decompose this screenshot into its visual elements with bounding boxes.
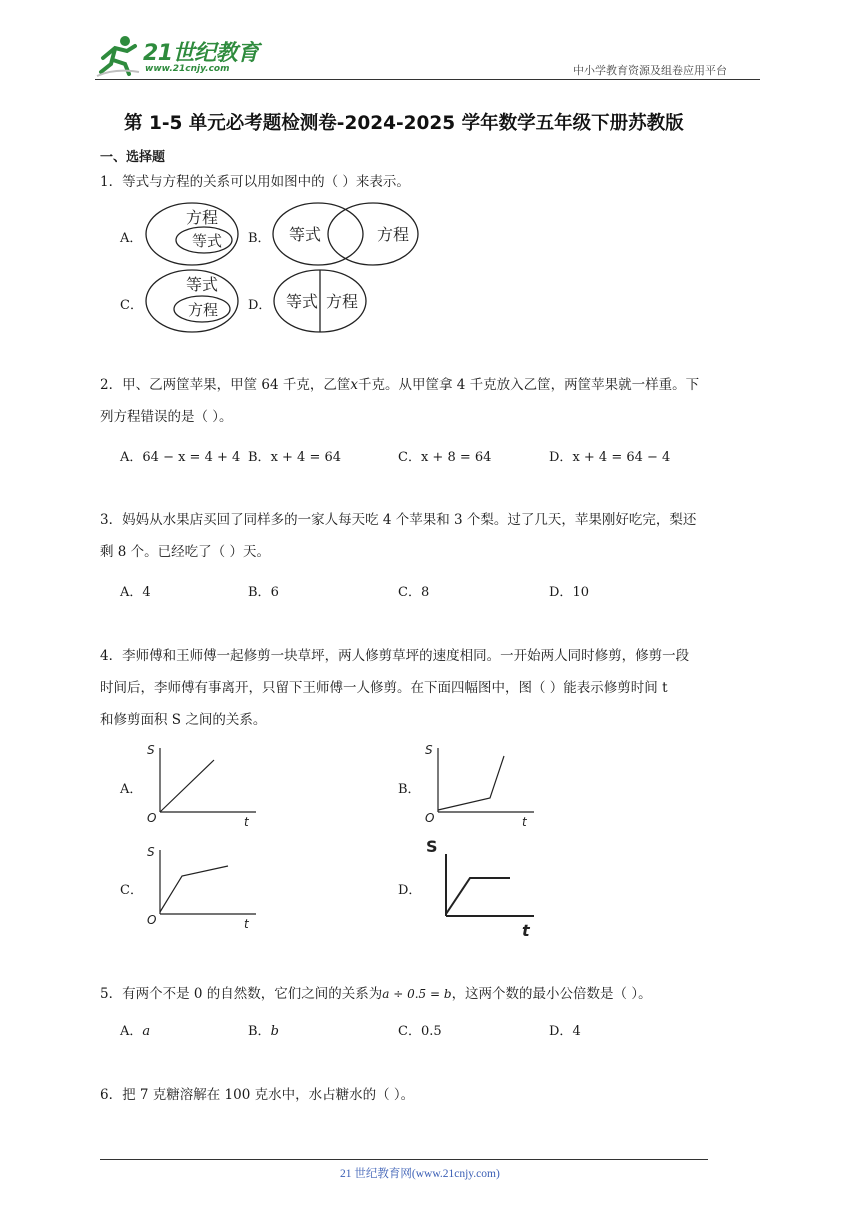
q3-option-d-letter: D． xyxy=(549,585,573,600)
header-divider xyxy=(95,79,760,80)
question-1: 1．等式与方程的关系可以用如图中的（ ）来表示。 xyxy=(100,174,410,190)
q3-option-d xyxy=(549,581,589,600)
q1-b-right-label: 方程 xyxy=(376,225,410,244)
q5-option-a-value: a xyxy=(142,1024,151,1039)
q2-option-d xyxy=(549,446,670,465)
q4-b-origin: O xyxy=(425,811,435,825)
q1-option-d-diagram xyxy=(272,268,372,334)
q3-option-c-value: 8 xyxy=(420,585,430,600)
q4-option-a-letter: A． xyxy=(120,782,143,797)
q1-option-d-letter: D． xyxy=(248,298,272,313)
q4-c-axis-s: S xyxy=(147,845,155,859)
runner-logo-icon xyxy=(95,34,141,78)
question-3-line1: 3．妈妈从水果店买回了同样多的一家人每天吃 4 个苹果和 3 个梨。过了几天，苹果刚好吃完，梨还 xyxy=(100,512,697,528)
logo-main-text: 21世纪教育 xyxy=(143,41,259,66)
q2-option-b xyxy=(248,446,341,465)
q4-c-origin: O xyxy=(147,913,157,927)
q4-d-axis-t: t xyxy=(522,921,530,938)
q1-option-a-letter: A． xyxy=(120,231,143,246)
question-6: 6．把 7 克糖溶解在 100 克水中，水占糖水的（ ）。 xyxy=(100,1087,415,1103)
q3-option-c xyxy=(398,581,429,600)
q5-expression: a ÷ 0.5 = b xyxy=(382,987,452,1001)
q4-c-axis-t: t xyxy=(244,917,249,931)
q2-option-c-letter: C． xyxy=(398,450,421,465)
q3-option-a-letter: A． xyxy=(120,585,143,600)
q4-a-axis-t: t xyxy=(244,815,249,829)
q2-text-b: 千克。从甲筐拿 4 千克放入乙筐，两筐苹果就一样重。下 xyxy=(357,377,700,393)
q2-option-d-expr: x + 4 = 64 − 4 xyxy=(572,450,671,465)
q3-option-c-letter: C． xyxy=(398,585,421,600)
q2-option-a-expr: 64 − x = 4 + 4 xyxy=(142,450,241,465)
page-title: 第 1-5 单元必考题检测卷-2024-2025 学年数学五年级下册苏教版 xyxy=(124,113,684,134)
q5-option-c-value: 0.5 xyxy=(420,1024,442,1039)
q4-graph-d xyxy=(422,834,542,938)
question-4-line1: 4．李师傅和王师傅一起修剪一块草坪，两人修剪草坪的速度相同。一开始两人同时修剪，修剪一段 xyxy=(100,648,690,664)
q3-option-d-value: 10 xyxy=(572,585,589,600)
question-4-line2: 时间后，李师傅有事离开，只留下王师傅一人修剪。在下面四幅图中，图（ ）能表示修剪时间 t xyxy=(100,680,668,696)
q4-graph-c xyxy=(144,842,264,932)
q5-option-c-letter: C． xyxy=(398,1024,421,1039)
q5-option-a xyxy=(120,1020,150,1039)
q2-option-a xyxy=(120,446,240,465)
question-3-line2: 剩 8 个。已经吃了（ ）天。 xyxy=(100,544,270,560)
q4-d-axis-s: S xyxy=(426,837,438,856)
q1-option-a-diagram xyxy=(144,201,244,267)
q5-option-b-value: b xyxy=(270,1024,279,1039)
q1-option-b-letter: B． xyxy=(248,231,271,246)
question-2-line1 xyxy=(100,370,699,400)
q2-option-b-letter: B． xyxy=(248,450,271,465)
q3-option-b xyxy=(248,581,279,600)
q5-text-b: ，这两个数的最小公倍数是（ ）。 xyxy=(451,986,652,1002)
q1-option-b-diagram xyxy=(270,201,422,267)
footer-divider xyxy=(100,1159,708,1160)
q3-option-b-letter: B． xyxy=(248,585,271,600)
question-5 xyxy=(100,979,652,1009)
q1-option-c-letter: C． xyxy=(120,298,143,313)
q2-option-c xyxy=(398,446,491,465)
q2-option-d-letter: D． xyxy=(549,450,573,465)
q2-option-a-letter: A． xyxy=(120,450,143,465)
q1-a-outer-label: 方程 xyxy=(185,208,219,227)
q1-d-left-label: 等式 xyxy=(285,292,319,311)
q1-d-right-label: 方程 xyxy=(325,292,359,311)
q1-c-inner-label: 方程 xyxy=(187,301,219,319)
q5-option-d-letter: D． xyxy=(549,1024,573,1039)
q5-option-c xyxy=(398,1020,442,1039)
q5-option-b xyxy=(248,1020,279,1039)
q3-option-a xyxy=(120,581,151,600)
footer-link[interactable]: 21 世纪教育网(www.21cnjy.com) xyxy=(340,1168,500,1180)
question-2-line2: 列方程错误的是（ ）。 xyxy=(100,409,233,425)
q5-option-d xyxy=(549,1020,581,1039)
header-platform-text: 中小学教育资源及组卷应用平台 xyxy=(573,64,727,77)
q4-b-axis-t: t xyxy=(522,815,527,829)
q4-b-axis-s: S xyxy=(425,743,433,757)
q2-option-b-expr: x + 4 = 64 xyxy=(270,450,342,465)
q1-b-left-label: 等式 xyxy=(288,225,322,244)
logo-url-text: www.21cnjy.com xyxy=(145,64,230,74)
q1-option-c-diagram xyxy=(144,268,244,334)
q1-a-inner-label: 等式 xyxy=(191,232,223,250)
q5-text-a: 5．有两个不是 0 的自然数，它们之间的关系为 xyxy=(100,986,383,1002)
q3-option-a-value: 4 xyxy=(142,585,151,600)
site-logo xyxy=(95,34,265,78)
q5-option-a-letter: A． xyxy=(120,1024,143,1039)
q4-graph-b xyxy=(422,740,542,830)
section-heading: 一、选择题 xyxy=(100,150,166,165)
q5-option-d-value: 4 xyxy=(572,1024,581,1039)
q5-option-b-letter: B． xyxy=(248,1024,271,1039)
question-4-line3: 和修剪面积 S 之间的关系。 xyxy=(100,712,267,728)
q4-option-c-letter: C． xyxy=(120,883,143,898)
q4-option-d-letter: D． xyxy=(398,883,422,898)
q4-option-b-letter: B． xyxy=(398,782,421,797)
q1-c-outer-label: 等式 xyxy=(185,275,219,294)
q2-option-c-expr: x + 8 = 64 xyxy=(420,450,492,465)
q2-text-a: 2．甲、乙两筐苹果，甲筐 64 千克，乙筐 xyxy=(100,377,351,393)
q4-a-axis-s: S xyxy=(147,743,155,757)
q4-graph-a xyxy=(144,740,264,830)
q4-a-origin: O xyxy=(147,811,157,825)
q3-option-b-value: 6 xyxy=(270,585,279,600)
q2-variable: x xyxy=(350,377,358,393)
